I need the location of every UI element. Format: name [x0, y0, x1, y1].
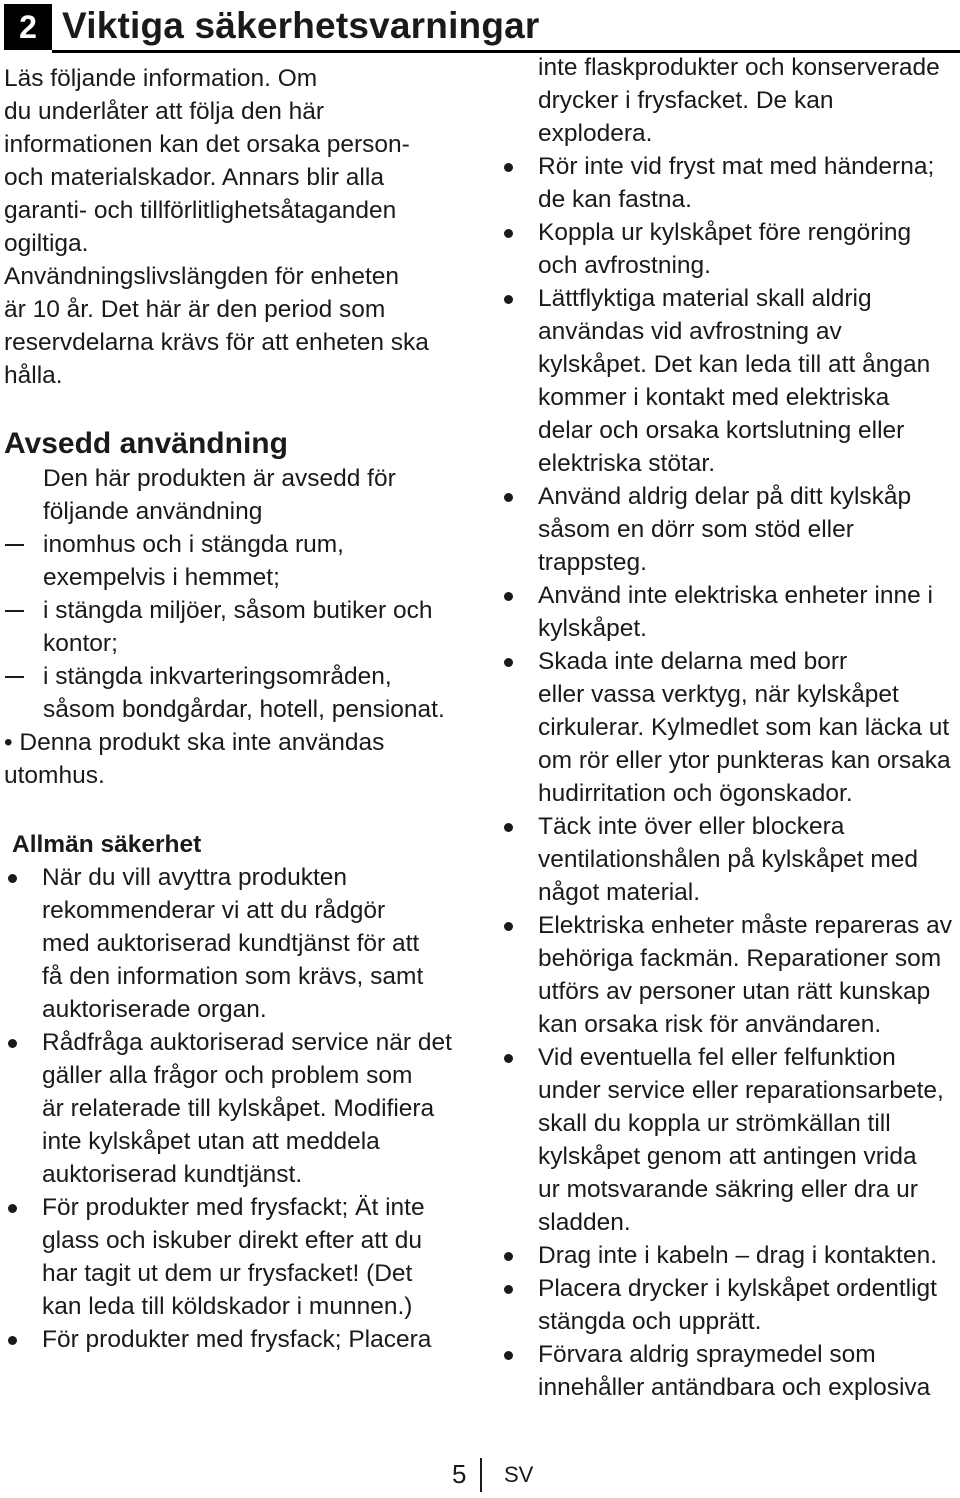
list-item	[500, 1272, 960, 1338]
text-line: garanti- och tillförlitlighetsåtaganden	[4, 197, 397, 224]
list-item	[500, 282, 960, 480]
text-line: Drag inte i kabeln – drag i kontakten.	[538, 1242, 938, 1269]
text-line: ventilationshålen på kylskåpet med	[538, 846, 918, 873]
text-line: auktoriserad kundtjänst.	[42, 1161, 303, 1188]
chapter-number: 2	[4, 4, 52, 50]
text-line: Elektriska enheter måste repareras av	[538, 912, 952, 939]
intro-paragraph	[4, 62, 474, 260]
text-line: Koppla ur kylskåpet före rengöring	[538, 219, 912, 246]
language-code: SV	[504, 1462, 534, 1487]
text-line: explodera.	[538, 120, 653, 147]
text-line: utomhus.	[4, 762, 105, 789]
list-item	[500, 579, 960, 645]
safety-list-continued	[500, 150, 960, 1404]
text-line: gäller alla frågor och problem som	[42, 1062, 413, 1089]
text-line: kommer i kontakt med elektriska	[538, 384, 890, 411]
text-line: Placera drycker i kylskåpet ordentligt	[538, 1275, 937, 1302]
continued-paragraph	[500, 51, 960, 150]
text-line: skall du koppla ur strömkällan till	[538, 1110, 891, 1137]
list-item	[500, 1239, 960, 1272]
text-line: rekommenderar vi att du rådgör	[42, 897, 386, 924]
text-line: utförs av personer utan rätt kunskap	[538, 978, 931, 1005]
general-safety-list	[4, 861, 474, 1356]
list-item	[500, 909, 960, 1041]
text-line: Lättflyktiga material skall aldrig	[538, 285, 872, 312]
text-line: i stängda inkvarteringsområden,	[43, 663, 392, 690]
page-footer	[452, 1456, 572, 1496]
text-line: användas vid avfrostning av	[538, 318, 842, 345]
text-line: behöriga fackmän. Reparationer som	[538, 945, 942, 972]
intended-use-list	[4, 528, 474, 726]
text-line: följande användning	[43, 498, 263, 525]
text-line: reservdelarna krävs för att enheten ska	[4, 329, 429, 356]
text-line: hålla.	[4, 362, 63, 389]
text-line: kan orsaka risk för användaren.	[538, 1011, 882, 1038]
text-line: Läs följande information. Om	[4, 65, 318, 92]
text-line: du underlåter att följa den här	[4, 98, 325, 125]
text-line: kylskåpet. Det kan leda till att ångan	[538, 351, 931, 378]
chapter-title: Viktiga säkerhetsvarningar	[62, 5, 540, 46]
text-line: Rådfråga auktoriserad service när det	[42, 1029, 452, 1056]
text-line: delar och orsaka kortslutning eller	[538, 417, 905, 444]
text-line: När du vill avyttra produkten	[42, 864, 348, 891]
list-item	[500, 810, 960, 909]
list-item	[500, 645, 960, 810]
outdoor-warning	[4, 726, 474, 792]
text-line: exempelvis i hemmet;	[43, 564, 280, 591]
text-line: Rör inte vid fryst mat med händerna;	[538, 153, 935, 180]
footer-divider	[480, 1458, 482, 1492]
text-line: innehåller antändbara och explosiva	[538, 1374, 931, 1401]
text-line: är relaterade till kylskåpet. Modifiera	[42, 1095, 435, 1122]
text-line: elektriska stötar.	[538, 450, 716, 477]
text-line: de kan fastna.	[538, 186, 692, 213]
list-item	[500, 480, 960, 579]
text-line: och avfrostning.	[538, 252, 711, 279]
text-line: kylskåpet genom att antingen vrida	[538, 1143, 917, 1170]
text-line: ur motsvarande säkring eller dra ur	[538, 1176, 918, 1203]
list-item	[4, 861, 474, 1026]
text-line: Den här produkten är avsedd för	[43, 465, 396, 492]
list-item	[500, 1338, 960, 1404]
text-line: kylskåpet.	[538, 615, 647, 642]
text-line: inte kylskåpet utan att meddela	[42, 1128, 380, 1155]
text-line: något material.	[538, 879, 701, 906]
text-line: eller vassa verktyg, när kylskåpet	[538, 681, 899, 708]
text-line: sladden.	[538, 1209, 631, 1236]
text-line: Vid eventuella fel eller felfunktion	[538, 1044, 896, 1071]
left-column	[4, 62, 474, 1356]
right-column	[500, 51, 960, 1404]
list-item	[500, 150, 960, 216]
text-line: om rör eller ytor punkteras kan orsaka	[538, 747, 951, 774]
text-line: Skada inte delarna med borr	[538, 648, 848, 675]
list-item	[4, 1026, 474, 1191]
text-line: och materialskador. Annars blir alla	[4, 164, 384, 191]
text-line: ogiltiga.	[4, 230, 89, 257]
text-line: under service eller reparationsarbete,	[538, 1077, 944, 1104]
text-line: inomhus och i stängda rum,	[43, 531, 344, 558]
text-line: • Denna produkt ska inte användas	[4, 729, 385, 756]
page-number: 5	[452, 1459, 467, 1489]
list-item	[4, 660, 474, 726]
list-item	[4, 594, 474, 660]
general-safety-heading: Allmän säkerhet	[12, 831, 202, 858]
text-line: Förvara aldrig spraymedel som	[538, 1341, 876, 1368]
list-item	[4, 528, 474, 594]
text-line: trappsteg.	[538, 549, 647, 576]
list-item	[4, 1191, 474, 1323]
text-line: i stängda miljöer, såsom butiker och	[43, 597, 433, 624]
text-line: Använd aldrig delar på ditt kylskåp	[538, 483, 912, 510]
text-line: cirkulerar. Kylmedlet som kan läcka ut	[538, 714, 950, 741]
text-line: kan leda till köldskador i munnen.)	[42, 1293, 413, 1320]
text-line: såsom en dörr som stöd eller	[538, 516, 854, 543]
text-line: kontor;	[43, 630, 118, 657]
text-line: informationen kan det orsaka person-	[4, 131, 410, 158]
text-line: stängda och upprätt.	[538, 1308, 762, 1335]
lifetime-paragraph	[4, 260, 474, 392]
text-line: Användningslivslängden för enheten	[4, 263, 400, 290]
text-line: med auktoriserad kundtjänst för att	[42, 930, 420, 957]
text-line: Täck inte över eller blockera	[538, 813, 845, 840]
page-header	[4, 4, 960, 56]
text-line: få den information som krävs, samt	[42, 963, 424, 990]
text-line: hudirritation och ögonskador.	[538, 780, 853, 807]
text-line: har tagit ut dem ur frysfacket! (Det	[42, 1260, 413, 1287]
list-item	[500, 1041, 960, 1239]
text-line: är 10 år. Det här är den period som	[4, 296, 386, 323]
list-item	[4, 1323, 474, 1356]
intended-use-heading: Avsedd användning	[4, 427, 288, 460]
text-line: auktoriserade organ.	[42, 996, 267, 1023]
intended-use-intro	[4, 462, 474, 528]
text-line: Använd inte elektriska enheter inne i	[538, 582, 933, 609]
text-line: såsom bondgårdar, hotell, pensionat.	[43, 696, 445, 723]
text-line: drycker i frysfacket. De kan	[538, 87, 834, 114]
text-line: För produkter med frysfackt; Ät inte	[42, 1194, 425, 1221]
list-item	[500, 216, 960, 282]
text-line: inte flaskprodukter och konserverade	[538, 54, 940, 81]
text-line: glass och iskuber direkt efter att du	[42, 1227, 422, 1254]
text-line: För produkter med frysfack; Placera	[42, 1326, 432, 1353]
